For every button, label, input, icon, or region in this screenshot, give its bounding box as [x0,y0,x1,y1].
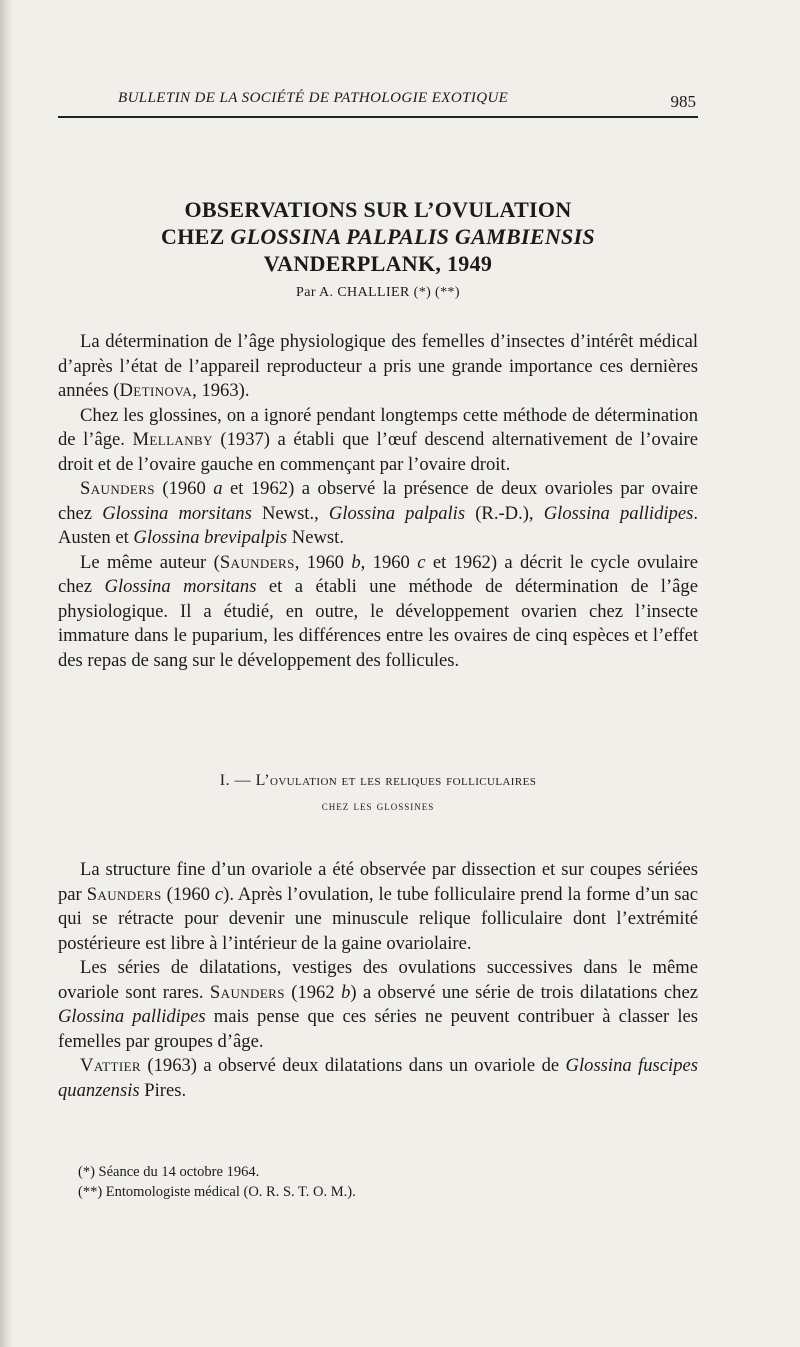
italic-term: a [213,478,223,499]
title-line-3: VANDERPLANK, 1949 [263,251,493,276]
author-citation: Saunders [86,883,162,905]
text-run: Chez les glossines, on a ignoré pendant longtemps cette méthode de détermination de l’âge. [58,404,698,450]
text-run: La structure fine d’un ovariole a été observée par dissection et sur coupes sériées par [58,859,698,905]
italic-term: b [341,981,351,1003]
text-run: , 1960 [294,551,352,573]
footnotes [78,1162,678,1202]
text-run: et a établi une méthode de détermination de l’âge physiologique. Il a étudié, en outre, le développement ovarien chez l’insecte immature dans le puparium, les différences entre les ovaires de cinq espèces et l’effet des repas de sang sur le développement des follicules. [58,576,698,671]
title-line-2 [58,223,698,250]
title-line-1: OBSERVATIONS SUR L’OVULATION [184,197,572,222]
italic-term: Glossina palpalis [328,502,466,524]
author-line: Par A. CHALLIER (*) (**) [296,285,460,300]
text-run: (1937) a établi que l’œuf descend alternativement de l’ovaire droit et de l’ovaire gauche en commençant par l’ovaire droit. [58,429,698,475]
intro-paragraph [58,404,698,478]
text-run: Les séries de dilatations, vestiges des ovulations successives dans le même ovariole sont rares. [58,957,698,1003]
text-run: , 1963). [192,380,250,401]
section-title: L’ovulation et les reliques folliculaires [255,772,537,789]
author-citation: Detinova [119,380,193,401]
section-text [58,858,698,1103]
text-run: Newst., [251,502,329,524]
text-run: , 1960 [360,551,418,573]
text-run: La détermination de l’âge physiologique des femelles d’insectes d’intérêt médical d’après l’état de l’appareil reproducteur a pris une grande importance ces dernières années ( [58,331,698,401]
section-number: I. — [219,772,256,789]
section-heading-line-2: chez les glossines [321,798,435,813]
title-line-2-prefix: CHEZ [161,224,225,249]
italic-term: Glossina morsitans [104,576,257,597]
text-run: et 1962) a décrit le cycle ovulaire chez [58,551,698,597]
page-number: 985 [670,92,696,111]
author-citation: Vattier [80,1055,141,1076]
italic-term: b [351,551,361,573]
text-run: (1963) a observé deux dilatations dans un ovariole de [141,1055,566,1076]
intro-paragraph [58,551,698,674]
title-species: GLOSSINA PALPALIS GAMBIENSIS [230,224,595,249]
italic-term: Glossina fuscipes quanzensis [58,1055,698,1101]
author-citation: Mellanby [132,429,213,450]
author-citation: Saunders [219,551,295,573]
text-run: Pires. [139,1079,187,1101]
italic-term: Glossina pallidipes [58,1006,206,1027]
section-paragraph [58,956,698,1054]
text-run: . Austen et [58,502,698,548]
text-run: Newst. [287,527,344,548]
italic-term: Glossina morsitans [102,502,252,524]
running-head [58,86,708,116]
journal-title: BULLETIN DE LA SOCIÉTÉ DE PATHOLOGIE EXOTIQUE [118,90,509,106]
text-run: mais pense que ces séries ne peuvent contribuer à classer les femelles par groupes d’âge. [58,1006,698,1052]
footnote-1: (*) Séance du 14 octobre 1964. [78,1164,260,1180]
text-run: Le même auteur ( [80,551,220,573]
header-rule [58,116,698,118]
intro-paragraph [58,477,698,551]
italic-term: c [214,883,224,905]
intro-paragraph [58,330,698,404]
author-citation: Saunders [209,981,285,1003]
text-run: et 1962) a observé la présence de deux ovarioles par ovaire chez [58,478,698,524]
text-run: ). Après l’ovulation, le tube folliculaire prend la forme d’un sac qui se rétracte pour devenir une minuscule relique folliculaire dont l’extrémité postérieure est libre à l’intérieur de la gaine ovariolaire. [58,883,698,954]
text-run: (1962 [284,981,342,1003]
text-run: (1960 [161,883,215,905]
section-heading [58,772,698,814]
section-paragraph [58,1054,698,1103]
author-citation: Saunders [80,478,155,499]
article-title-block [58,196,698,301]
section-heading-text [220,772,537,789]
footnote-2: (**) Entomologiste médical (O. R. S. T. O. M.). [78,1184,356,1200]
section-heading-line-1 [58,772,698,790]
italic-term: Glossina brevipalpis [133,527,288,548]
scan-edge-shadow [0,0,14,1347]
text-run: (1960 [154,478,214,499]
text-run: (R.-D.), [465,502,544,524]
section-paragraph [58,858,698,956]
italic-term: Glossina pallidipes [543,502,694,524]
text-run: ) a observé une série de trois dilatations chez [350,981,698,1003]
italic-term: c [417,551,426,573]
intro-text [58,330,698,673]
